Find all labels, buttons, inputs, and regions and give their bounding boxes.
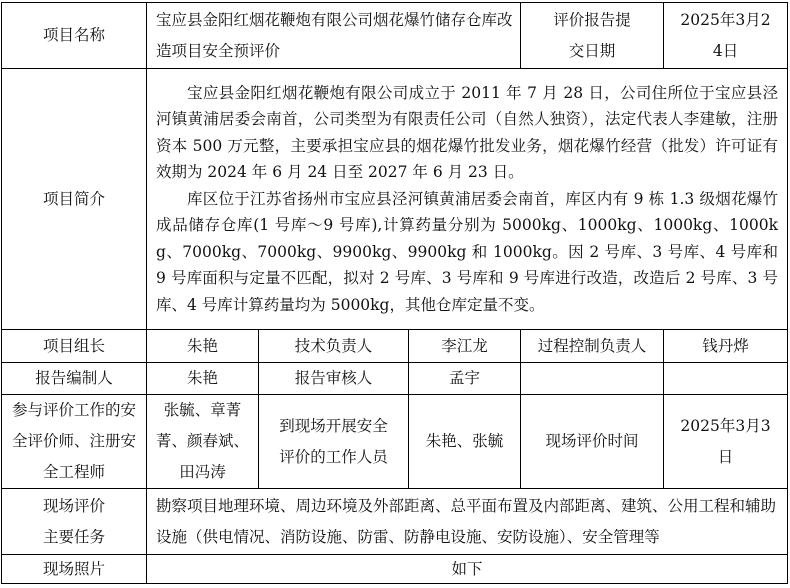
submit-date-value: 2025年3月24日 <box>664 3 788 69</box>
project-name-row <box>2 3 788 69</box>
project-name-label: 项目名称 <box>2 3 147 69</box>
leader-label: 项目组长 <box>2 330 147 363</box>
project-intro-text <box>147 69 788 330</box>
report-author-name: 朱艳 <box>147 363 259 395</box>
report-reviewer-label: 报告审核人 <box>259 363 409 395</box>
photos-label: 现场照片 <box>2 555 147 584</box>
tech-lead-name: 李江龙 <box>409 330 521 363</box>
project-intro-row <box>2 69 788 330</box>
tasks-label: 现场评价主要任务 <box>2 489 147 555</box>
project-name-value: 宝应县金阳红烟花鞭炮有限公司烟花爆竹储存仓库改造项目安全预评价 <box>147 3 521 69</box>
intro-paragraph: 库区位于江苏省扬州市宝应县泾河镇黄浦居委会南首，库区内有 9 栋 1.3 级烟花爆竹成品储存仓库(1 号库～9 号库),计算药量分别为 5000kg、1000kg、1000kg、1000kg、7000kg、7000kg、9900kg、9900kg 和 1000kg。因 2 号库、3 号库、4 号库和 9 号库面积与定量不匹配，拟对 2 号库、3 号库和 9 号库进行改造，改造后 2 号库、3 号库、4 号库计算药量均为 5000kg，其他仓库定量不变。 <box>156 189 779 314</box>
photos-row <box>2 555 788 584</box>
onsite-time-label: 现场评价时间 <box>521 395 664 489</box>
evaluators-names: 张毓、章菁菁、颜春斌、田冯涛 <box>147 395 259 489</box>
tasks-row <box>2 489 788 555</box>
tech-lead-label: 技术负责人 <box>259 330 409 363</box>
evaluation-info-table <box>1 2 788 584</box>
intro-paragraph: 宝应县金阳红烟花鞭炮有限公司成立于 2011 年 7 月 28 日，公司住所位于宝应县泾河镇黄浦居委会南首，公司类型为有限责任公司（自然人独资），法定代表人李建敏，注册资本 500 万元整，主要承担宝应县的烟花爆竹批发业务，烟花爆竹经营（批发）许可证有效期为 2024 年 6 月 24 日至 2027 年 6 月 23 日。 <box>156 83 779 182</box>
report-reviewer-name: 孟宇 <box>409 363 521 395</box>
onsite-time-value: 2025年3月3日 <box>664 395 788 489</box>
report-author-label: 报告编制人 <box>2 363 147 395</box>
onsite-staff-names: 朱艳、张毓 <box>409 395 521 489</box>
evaluators-row <box>2 395 788 489</box>
process-lead-name: 钱丹烨 <box>664 330 788 363</box>
submit-date-label: 评价报告提交日期 <box>521 3 664 69</box>
empty-cell <box>521 363 664 395</box>
report-row <box>2 363 788 395</box>
process-lead-label: 过程控制负责人 <box>521 330 664 363</box>
onsite-staff-label: 到现场开展安全评价的工作人员 <box>259 395 409 489</box>
evaluators-label: 参与评价工作的安全评价师、注册安全工程师 <box>2 395 147 489</box>
photos-value: 如下 <box>147 555 788 584</box>
leader-name: 朱艳 <box>147 330 259 363</box>
project-intro-label: 项目简介 <box>2 69 147 330</box>
team-row <box>2 330 788 363</box>
empty-cell <box>664 363 788 395</box>
tasks-value: 勘察项目地理环境、周边环境及外部距离、总平面布置及内部距离、建筑、公用工程和辅助设施（供电情况、消防设施、防雷、防静电设施、安防设施）、安全管理等 <box>147 489 788 555</box>
